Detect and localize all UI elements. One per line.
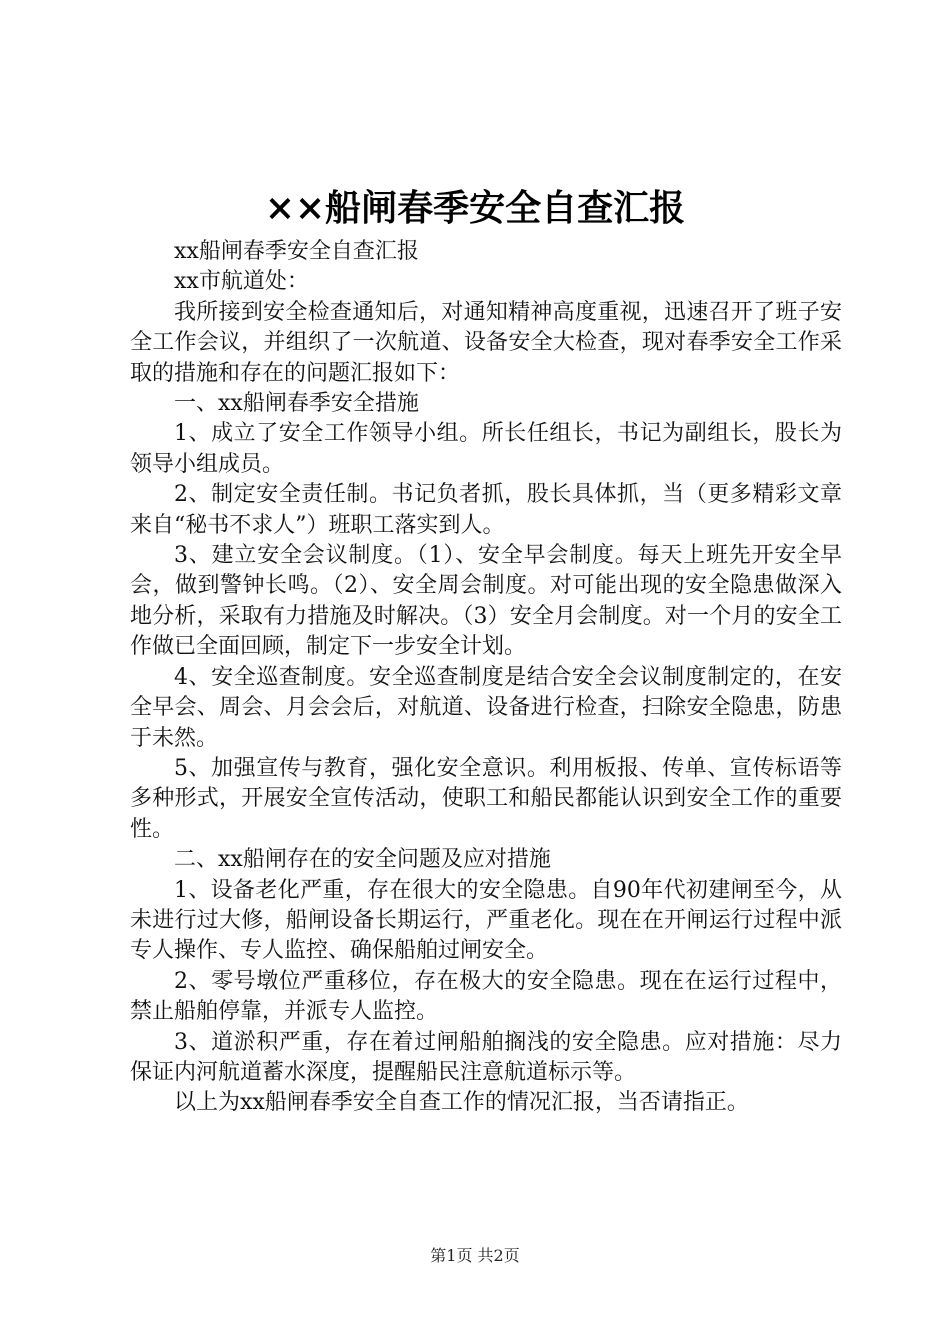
paragraph-heading-repeat: xx船闸春季安全自查汇报 [174,239,419,264]
paragraph-problem-3: 3、道淤积严重，存在着过闸船舶搁浅的安全隐患。应对措施：尽力保证内河航道蓄水深度，提醒船民注意航道标示等。 [130,1029,842,1085]
paragraph-closing: 以上为xx船闸春季安全自查工作的情况汇报，当否请指正。 [174,1090,749,1116]
paragraph-measure-5: 5、加强宣传与教育，强化安全意识。利用板报、传单、宣传标语等多种形式，开展安全宣传活动，使职工和船民都能认识到安全工作的重要性。 [130,755,842,842]
paragraph-problem-1: 1、设备老化严重，存在很大的安全隐患。自90年代初建闸至今，从未进行过大修，船闸设备长期运行，严重老化。现在在开闸运行过程中派专人操作、专人监控、确保船舶过闸安全。 [130,877,842,964]
section-heading-problems: 二、xx船闸存在的安全问题及应对措施 [174,847,551,873]
paragraph-measure-4: 4、安全巡查制度。安全巡查制度是结合安全会议制度制定的，在安全早会、周会、月会会后，对航道、设备进行检查，扫除安全隐患，防患于未然。 [130,664,842,751]
paragraph-measure-1: 1、成立了安全工作领导小组。所长任组长，书记为副组长，股长为领导小组成员。 [130,421,842,477]
paragraph-measure-2: 2、制定安全责任制。书记负者抓，股长具体抓，当（更多精彩文章来自“秘书不求人”）班职工落实到人。 [130,482,842,538]
document-title: ××船闸春季安全自查汇报 [264,187,686,229]
paragraph-intro: 我所接到安全检查通知后，对通知精神高度重视，迅速召开了班子安全工作会议，并组织了一次航道、设备安全大检查，现对春季安全工作采取的措施和存在的问题汇报如下： [130,299,842,386]
paragraph-measure-3: 3、建立安全会议制度。（1）、安全早会制度。每天上班先开安全早会，做到警钟长鸣。（2）、安全周会制度。对可能出现的安全隐患做深入地分析，采取有力措施及时解决。（3）安全月会制度。对一个月的安全工作做已全面回顾，制定下一步安全计划。 [130,543,842,660]
document-body [130,237,842,1119]
section-heading-measures: 一、xx船闸春季安全措施 [174,391,419,417]
paragraph-problem-2: 2、零号墩位严重移位，存在极大的安全隐患。现在在运行过程中，禁止船舶停靠，并派专人监控。 [130,968,842,1025]
page-number-footer: 第1页 共2页 [430,1246,520,1265]
paragraph-addressee: xx市航道处： [174,269,309,295]
